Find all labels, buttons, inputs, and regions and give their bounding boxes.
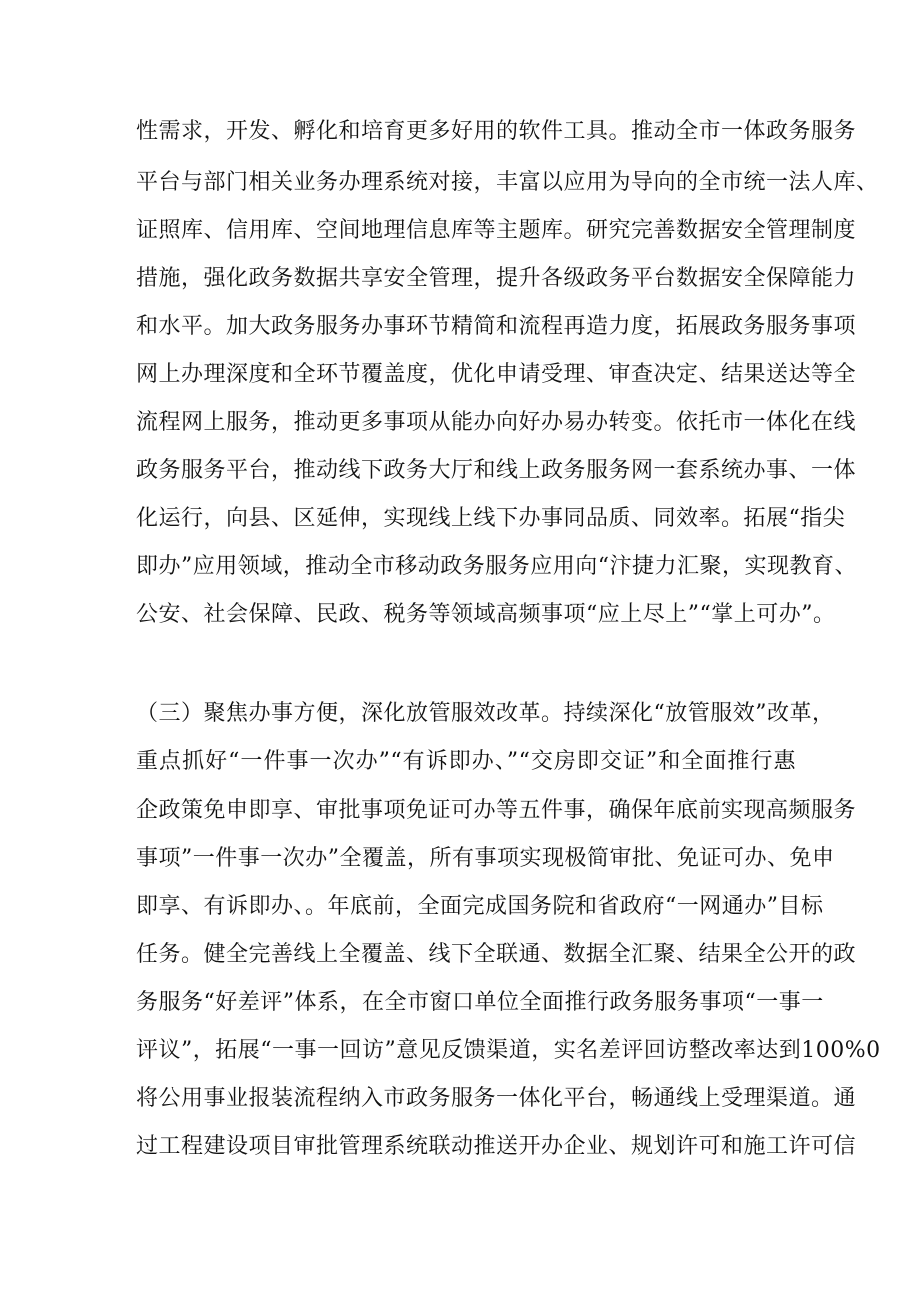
text-line: 重点抓好“一件事一次办”“有诉即办、”“交房即交证”和全面推行惠: [136, 749, 797, 774]
text-line: 企政策免申即享、审批事项免证可办等五件事，确保年底前实现高频服务: [136, 798, 857, 823]
text-line: 事项”一件事一次办”全覆盖，所有事项实现极简审批、免证可办、免申: [136, 846, 835, 871]
text-line: （三）聚焦办事方便，深化放管服效改革。持续深化“放管服效”改革，: [136, 701, 835, 726]
text-line: 政务服务平台，推动线下政务大厅和线上政务服务网一套系统办事、一体: [136, 458, 857, 483]
text-line: 任务。健全完善线上全覆盖、线下全联通、数据全汇聚、结果全公开的政: [136, 942, 857, 967]
text-line: 性需求，开发、孵化和培育更多好用的软件工具。推动全市一体政务服务: [136, 119, 857, 144]
text-line: 即办”应用领域，推动全市移动政务服务应用向“汴捷力汇聚，实现教育、: [136, 554, 857, 579]
text-line: 即享、有诉即办、。年底前，全面完成国务院和省政府“一网通办”目标: [136, 894, 824, 919]
text-line: 过工程建设项目审批管理系统联动推送开办企业、规划许可和施工许可信: [136, 1134, 857, 1159]
text-line: 流程网上服务，推动更多事项从能办向好办易办转变。依托市一体化在线: [136, 410, 857, 435]
text-line: 和水平。加大政务服务办事环节精简和流程再造力度，拓展政务服务事项: [136, 314, 857, 339]
text-line: 措施，强化政务数据共享安全管理，提升各级政务平台数据安全保障能力: [136, 266, 857, 291]
text-line: 评议”，拓展“一事一回访”意见反馈渠道，实名差评回访整改率达到100%0: [136, 1038, 881, 1063]
text-line: 证照库、信用库、空间地理信息库等主题库。研究完善数据安全管理制度: [136, 218, 857, 243]
text-line: 务服务“好差评”体系，在全市窗口单位全面推行政务服务事项“一事一: [136, 990, 824, 1015]
text-line: 网上办理深度和全环节覆盖度，优化申请受理、审查决定、结果送达等全: [136, 362, 857, 387]
text-line: 公安、社会保障、民政、税务等领域高频事项“应上尽上”“掌上可办”。: [136, 602, 836, 627]
text-line: 将公用事业报装流程纳入市政务服务一体化平台，畅通线上受理渠道。通: [136, 1086, 857, 1111]
text-line: 平台与部门相关业务办理系统对接，丰富以应用为导向的全市统一法人库、: [136, 170, 879, 195]
text-line: 化运行，向县、区延伸，实现线上线下办事同品质、同效率。拓展“指尖: [136, 506, 846, 531]
